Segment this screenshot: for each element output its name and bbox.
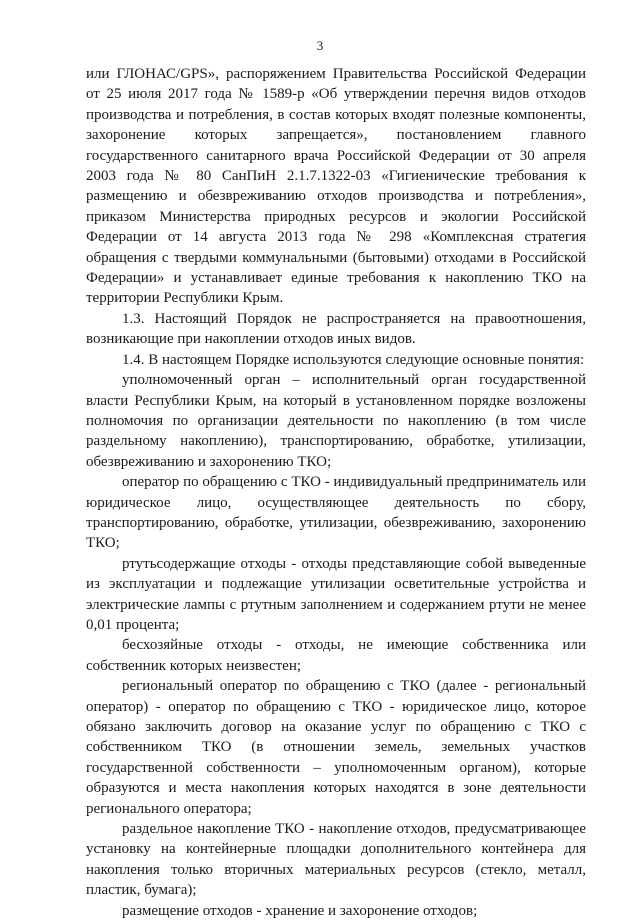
paragraph-legal-basis-continuation: или ГЛОНАС/GPS», распоряжением Правительства Российской Федерации от 25 июля 2017 года № 1589-р «Об утверждении перечня видов отходов производства и потребления, в состав которых входят полезные компоненты, захоронение которых запрещается», постановлением главного государственного санитарного врача Российской Федерации от 30 апреля 2003 года № 80 СанПиН 2.1.7.1322-03 «Гигиенические требования к размещению и обезвреживанию отходов производства и потребления», приказом Министерства природных ресурсов и экологии Российской Федерации от 14 августа 2013 года № 298 «Комплексная стратегия обращения с твердыми коммунальными (бытовыми) отходами в Российской Федерации» и устанавливает единые требования к накоплению ТКО на территории Республики Крым. (86, 66, 586, 307)
paragraph-1-4: 1.4. В настоящем Порядке используются следующие основные понятия: (122, 351, 585, 368)
definition-separate-accumulation: раздельное накопление ТКО - накопление отходов, предусматривающее установку на контейнерные площадки дополнительного контейнера для накопления только вторичных материальных ресурсов (стекло, металл, пластик, бумага); (86, 821, 586, 899)
document-body (86, 64, 586, 921)
definition-mercury-waste: ртутьсодержащие отходы - отходы представляющие собой выведенные из эксплуатации и подлежащие утилизации осветительные устройства и электрические лампы с ртутным заполнением и содержанием ртути не менее 0,01 процента; (86, 555, 586, 633)
page-number: 3 (316, 38, 324, 53)
definition-ownerless-waste: бесхозяйные отходы - отходы, не имеющие собственника или собственник которых неизвестен; (86, 637, 586, 674)
definition-tko-operator: оператор по обращению с ТКО - индивидуальный предприниматель или юридическое лицо, осуществляющее деятельность по сбору, транспортированию, обработке, утилизации, обезвреживанию, захоронению ТКО; (86, 474, 586, 552)
definition-waste-placement: размещение отходов - хранение и захоронение отходов; (122, 902, 478, 919)
definition-authorized-body: уполномоченный орган – исполнительный орган государственной власти Республики Крым, на который в установленном порядке возложены полномочия по организации деятельности по накоплению (в том числе раздельному накоплению), транспортированию, обработке, утилизации, обезвреживанию и захоронению ТКО; (86, 372, 586, 470)
paragraph-1-3: 1.3. Настоящий Порядок не распространяется на правоотношения, возникающие при накоплении отходов иных видов. (86, 310, 586, 348)
definition-regional-operator: региональный оператор по обращению с ТКО (далее - региональный оператор) - оператор по обращению с ТКО - юридическое лицо, которое обязано заключить договор на оказание услуг по обращению с ТКО с собственником ТКО (в отношении земель, земельных участков государственной собственности – уполномоченным органом), которые образуются и места накопления которых находятся в зоне деятельности регионального оператора; (86, 678, 586, 817)
